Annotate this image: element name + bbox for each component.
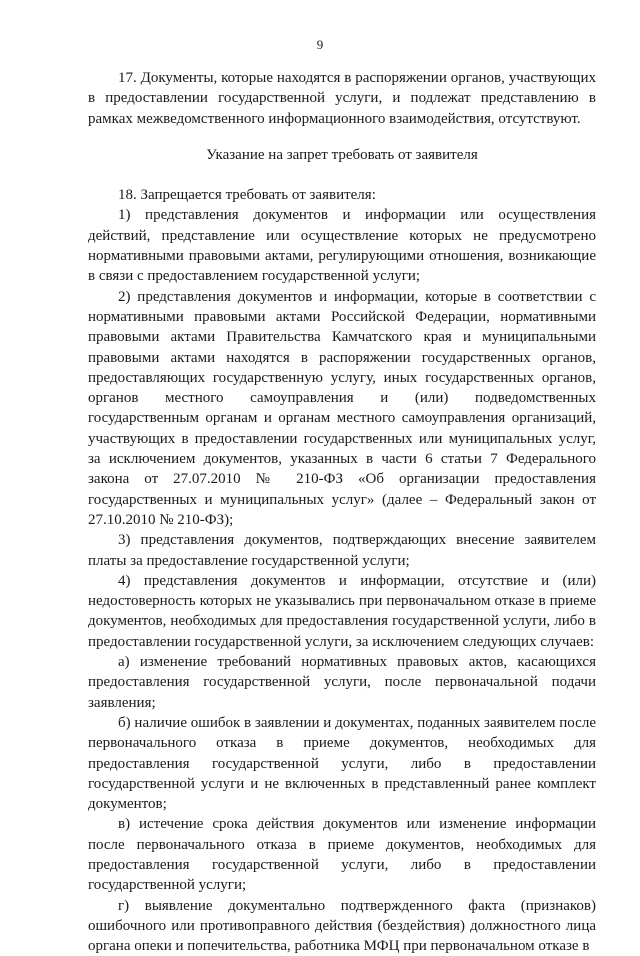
sub-item-b: б) наличие ошибок в заявлении и документах, поданных заявителем после первоначального отказа в приеме документов, необходимых для предоставления государственной услуги, либо в предоставлении государственной услуги и не включенных в представленный ранее комплект документов; (88, 714, 596, 813)
section-heading: Указание на запрет требовать от заявителя (206, 146, 478, 163)
sub-item-g: г) выявление документально подтвержденного факта (признаков) ошибочного или противоправного действия (бездействия) должностного лица органа опеки и попечительства, работника МФЦ при первоначальном отказе в (88, 897, 596, 955)
page-number: 9 (316, 37, 324, 52)
paragraph-18: 18. Запрещается требовать от заявителя: (118, 187, 376, 204)
list-item-3: 3) представления документов, подтверждающих внесение заявителем платы за предоставление государственной услуги; (88, 532, 596, 569)
document-body (88, 68, 596, 956)
list-item-4: 4) представления документов и информации, отсутствие и (или) недостоверность которых не указывались при первоначальном отказе в приеме документов, необходимых для предоставления государственной услуги, либо в предоставлении государственной услуги, за исключением следующих случаев: (88, 572, 596, 650)
list-item-2: 2) представления документов и информации, которые в соответствии с нормативными правовыми актами Российской Федерации, нормативными правовыми актами Правительства Камчатского края и муниципальными правовыми актами находятся в распоряжении государственных органов, предоставляющих государственную услугу, иных государственных органов, органов местного самоуправления и (или) подведомственных государственным органам и органам местного самоуправления организаций, участвующих в предоставлении государственных или муниципальных услуг, за исключением документов, указанных в части 6 статьи 7 Федерального закона от 27.07.2010 № 210-ФЗ «Об организации предоставления государственных и муниципальных услуг» (далее – Федеральный закон от 27.10.2010 № 210-ФЗ); (88, 288, 596, 528)
sub-item-v: в) истечение срока действия документов или изменение информации после первоначального отказа в приеме документов, необходимых для предоставления государственной услуги, либо в предоставлении государственной услуги; (88, 816, 596, 894)
paragraph-17: 17. Документы, которые находятся в распоряжении органов, участвующих в предоставлении государственной услуги, и подлежат представлению в рамках межведомственного информационного взаимодействия, отсутствуют. (88, 70, 596, 127)
sub-item-a: а) изменение требований нормативных правовых актов, касающихся предоставления государственной услуги, после первоначальной подачи заявления; (88, 654, 596, 711)
list-item-1: 1) представления документов и информации или осуществления действий, представление или осуществление которых не предусмотрено нормативными правовыми актами, регулирующими отношения, возникающие в связи с предоставлением государственной услуги; (88, 207, 596, 285)
